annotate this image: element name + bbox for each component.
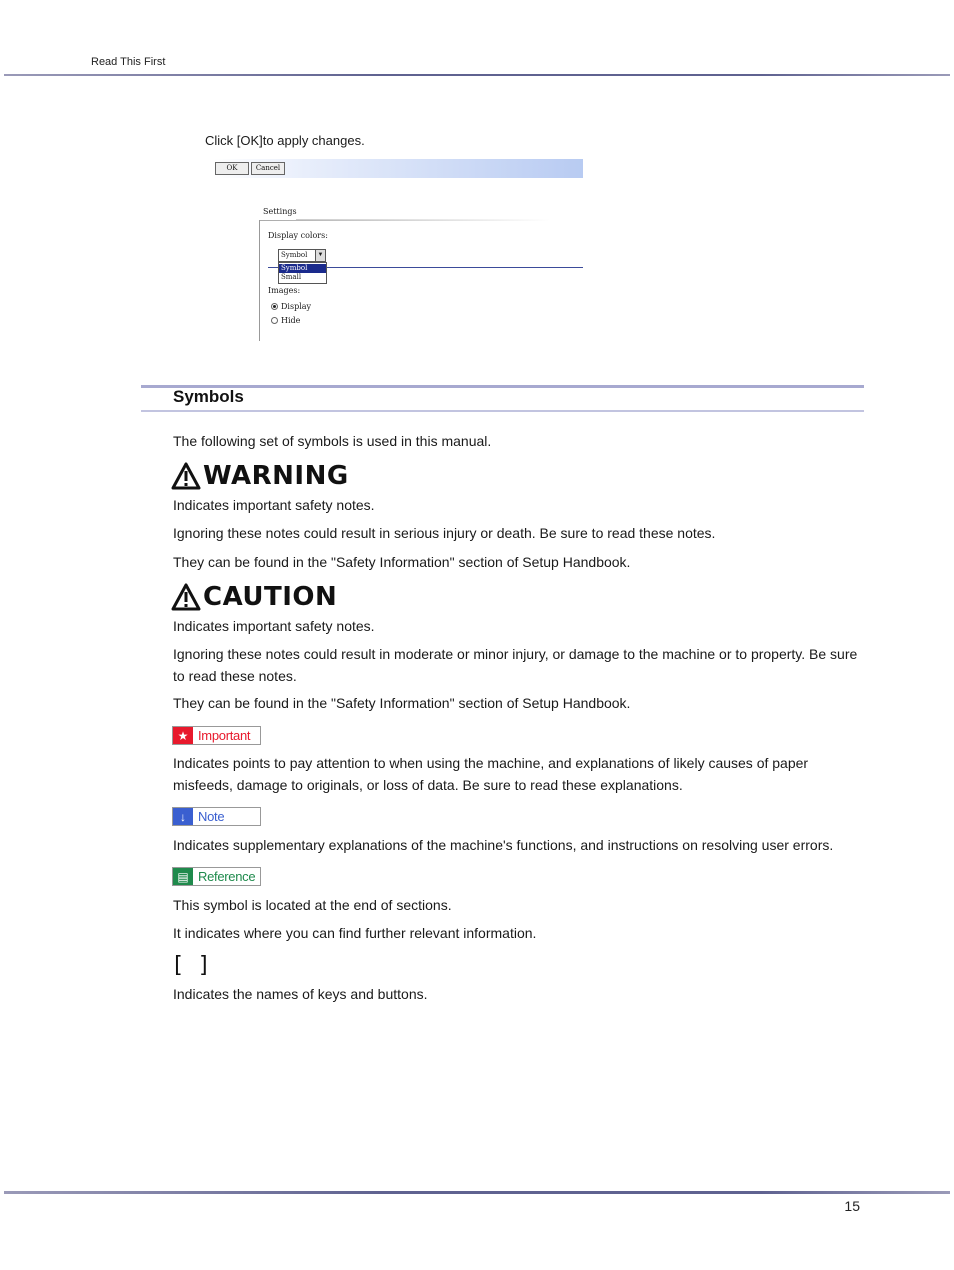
select-dropdown-list[interactable] [278, 262, 327, 284]
section-title: Symbols [173, 387, 244, 406]
caution-text-1: Indicates important safety notes. [173, 618, 375, 634]
brackets-symbol: [ ] [171, 953, 211, 978]
warning-sign [171, 461, 349, 491]
dropdown-option-symbol[interactable]: Symbol [279, 264, 326, 273]
settings-panel-top-border [260, 220, 550, 221]
reference-label: Reference [198, 869, 256, 884]
note-label: Note [198, 809, 225, 824]
note-tag [172, 807, 261, 826]
chevron-down-icon[interactable]: ▼ [315, 250, 325, 261]
section-rule-top [141, 385, 864, 388]
radio-display-label: Display [281, 302, 312, 311]
document-icon: ▤ [173, 868, 193, 885]
select-value: Symbol [281, 251, 308, 259]
radio-hide-label: Hide [281, 316, 301, 325]
important-text: Indicates points to pay attention to when using the machine, and explanations of likely causes of paper misfeeds, damage to originals, or loss of data. Be sure to read these explanations. [173, 755, 809, 793]
page-number: 15 [844, 1198, 860, 1214]
reference-tag [172, 867, 261, 886]
display-colors-label: Display colors: [268, 231, 328, 240]
warning-label: WARNING [203, 461, 349, 491]
important-label: Important [198, 728, 251, 743]
step-instruction: Click [OK]to apply changes. [205, 133, 365, 148]
caution-text-3: They can be found in the "Safety Information" section of Setup Handbook. [173, 695, 631, 711]
reference-text-1: This symbol is located at the end of sections. [173, 897, 452, 913]
screenshot-button-bar [213, 159, 583, 178]
dropdown-option-small[interactable]: Small [281, 273, 302, 281]
section-intro: The following set of symbols is used in this manual. [173, 433, 492, 449]
warning-triangle-icon [171, 462, 201, 490]
radio-hide[interactable] [271, 316, 351, 328]
display-colors-select[interactable] [278, 249, 326, 262]
important-tag [172, 726, 261, 745]
section-rule-bottom [141, 410, 864, 412]
screenshot-ok-button[interactable]: OK [215, 162, 249, 175]
caution-sign [171, 582, 337, 612]
caution-triangle-icon [171, 583, 201, 611]
running-header: Read This First [91, 56, 166, 68]
images-label: Images: [268, 286, 301, 295]
warning-text-2: Ignoring these notes could result in serious injury or death. Be sure to read these notes. [173, 525, 716, 541]
caution-text-2: Ignoring these notes could result in moderate or minor injury, or damage to the machine or to property. Be sure to read these notes. [173, 646, 858, 684]
brackets-text: Indicates the names of keys and buttons. [173, 986, 428, 1002]
note-text: Indicates supplementary explanations of the machine's functions, and instructions on resolving user errors. [173, 837, 834, 853]
radio-hide-icon [271, 317, 278, 324]
caution-label: CAUTION [203, 582, 338, 612]
header-rule [4, 74, 950, 76]
settings-panel-left-border [259, 220, 260, 341]
arrow-down-icon: ↓ [173, 808, 193, 825]
screenshot-cancel-button[interactable]: Cancel [251, 162, 285, 175]
reference-text-2: It indicates where you can find further relevant information. [173, 925, 537, 941]
warning-text-3: They can be found in the "Safety Information" section of Setup Handbook. [173, 554, 631, 570]
star-icon: ★ [173, 727, 193, 744]
warning-text-1: Indicates important safety notes. [173, 497, 375, 513]
screenshot-settings-label: Settings [263, 207, 297, 216]
radio-display[interactable] [271, 302, 351, 314]
footer-rule [4, 1191, 950, 1194]
radio-display-icon [271, 303, 278, 310]
